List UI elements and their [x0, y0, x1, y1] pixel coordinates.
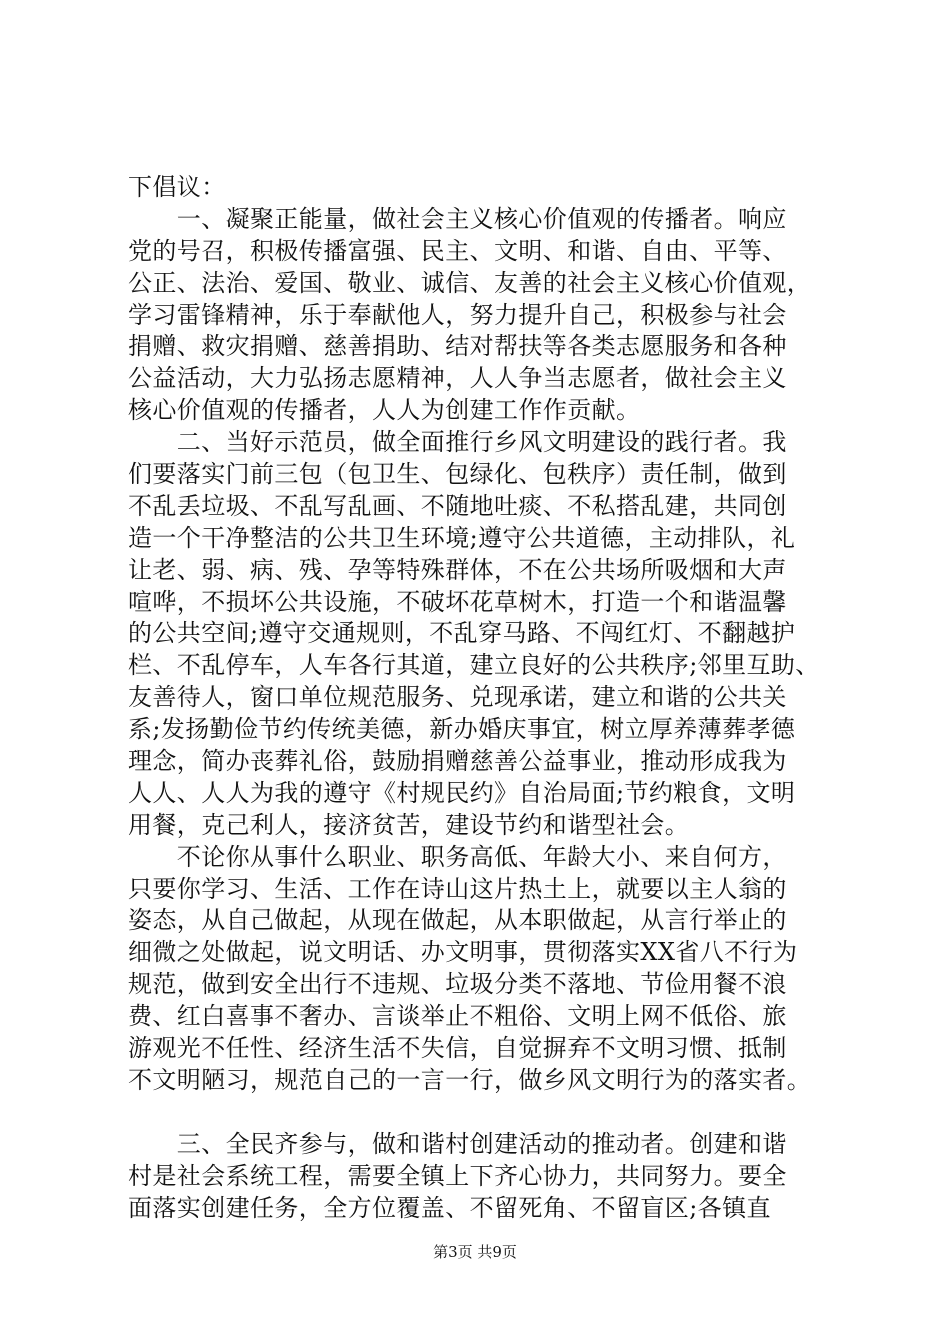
text-line: 用餐，克己利人，接济贫苦，建设节约和谐型社会。 [128, 810, 690, 839]
text-line: 们要落实门前三包（包卫生、包绿化、包秩序）责任制，做到 [128, 460, 787, 489]
text-line: 系;发扬勤俭节约传统美德，新办婚庆事宜，树立厚养薄葬孝德 [128, 715, 796, 744]
text-line: 下倡议： [128, 173, 226, 201]
text-line: 捐赠、救灾捐赠、慈善捐助、结对帮扶等各类志愿服务和各种 [128, 332, 787, 361]
text-line: 不文明陋习，规范自己的一言一行，做乡风文明行为的落实者。 [128, 1065, 812, 1094]
text-line: 理念，简办丧葬礼俗，鼓励捐赠慈善公益事业，推动形成我为 [128, 747, 787, 776]
text-line: 公正、法治、爱国、敬业、诚信、友善的社会主义核心价值观， [128, 268, 812, 297]
text-line: 党的号召，积极传播富强、民主、文明、和谐、自由、平等、 [128, 236, 787, 265]
text-line: 游观光不任性、经济生活不失信，自觉摒弃不文明习惯、抵制 [128, 1034, 787, 1063]
text-line: 三、全民齐参与，做和谐村创建活动的推动者。创建和谐 [128, 1129, 787, 1158]
text-line: 的公共空间;遵守交通规则，不乱穿马路、不闯红灯、不翻越护 [128, 619, 796, 648]
page-number-footer: 第3页 共9页 [433, 1243, 517, 1261]
text-line: 不乱丢垃圾、不乱写乱画、不随地吐痰、不私搭乱建，共同创 [128, 491, 787, 520]
text-line: 一、凝聚正能量，做社会主义核心价值观的传播者。响应 [128, 204, 787, 233]
text-line: 村是社会系统工程，需要全镇上下齐心协力，共同努力。要全 [128, 1161, 787, 1190]
text-line: 喧哗，不损坏公共设施，不破坏花草树木，打造一个和谐温馨 [128, 587, 787, 616]
text-line: 让老、弱、病、残、孕等特殊群体，不在公共场所吸烟和大声 [128, 555, 787, 584]
text-line: 只要你学习、生活、工作在诗山这片热土上，就要以主人翁的 [128, 874, 787, 903]
text-line: 细微之处做起，说文明话、办文明事，贯彻落实XX省八不行为 [128, 938, 798, 967]
text-line: 友善待人，窗口单位规范服务、兑现承诺，建立和谐的公共关 [128, 683, 787, 712]
text-line: 造一个干净整洁的公共卫生环境;遵守公共道德，主动排队，礼 [128, 523, 796, 552]
text-line: 姿态，从自己做起，从现在做起，从本职做起，从言行举止的 [128, 906, 787, 935]
text-line: 不论你从事什么职业、职务高低、年龄大小、来自何方， [128, 842, 787, 871]
text-line: 核心价值观的传播者，人人为创建工作作贡献。 [128, 396, 641, 425]
text-line: 栏、不乱停车，人车各行其道，建立良好的公共秩序;邻里互助、 [128, 651, 820, 680]
text-line: 公益活动，大力弘扬志愿精神，人人争当志愿者，做社会主义 [128, 364, 787, 393]
text-line: 学习雷锋精神，乐于奉献他人，努力提升自己，积极参与社会 [128, 300, 787, 329]
text-line: 二、当好示范员，做全面推行乡风文明建设的践行者。我 [128, 428, 787, 457]
text-line: 规范，做到安全出行不违规、垃圾分类不落地、节俭用餐不浪 [128, 970, 787, 999]
text-line: 费、红白喜事不奢办、言谈举止不粗俗、文明上网不低俗、旅 [128, 1002, 787, 1031]
text-line: 人人、人人为我的遵守《村规民约》自治局面;节约粮食，文明 [128, 778, 796, 807]
document-body [128, 172, 858, 1225]
paragraph-gap [128, 1097, 858, 1129]
text-line: 面落实创建任务，全方位覆盖、不留死角、不留盲区;各镇直 [128, 1193, 771, 1222]
